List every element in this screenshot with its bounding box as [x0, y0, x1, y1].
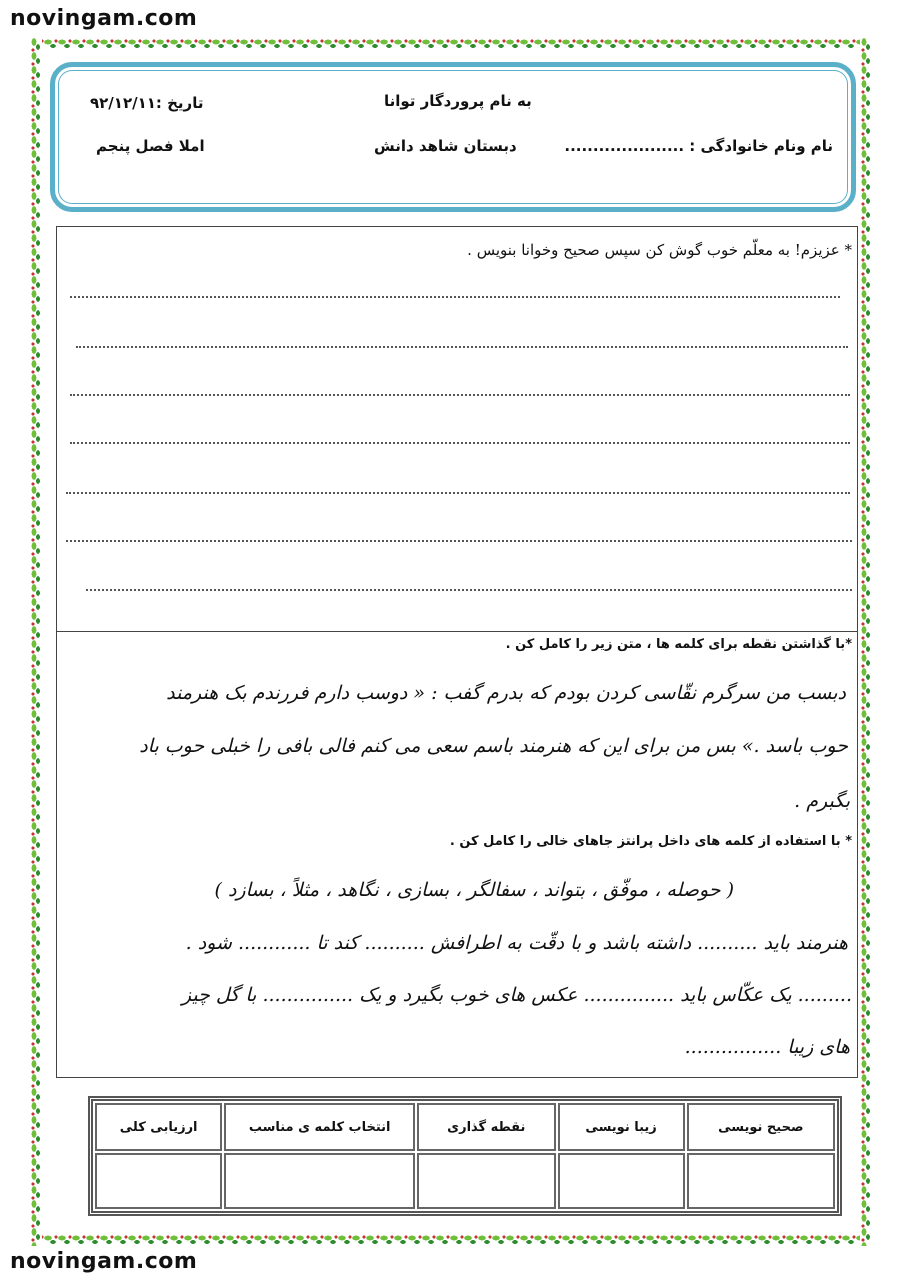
school-name: دبستان شاهد دانش [374, 137, 517, 155]
writing-line [66, 492, 850, 494]
dots-exercise-line: حوب باسد .» بس من برای این که هنرمند باسم سعی می کنم فالی بافی را خبلی حوب باد [139, 735, 848, 757]
dots-exercise-instruction: *با گذاشتن نقطه برای کلمه ها ، متن زیر را کامل کن . [505, 637, 852, 652]
decorative-vine-border-top [30, 38, 872, 50]
fill-blank-instruction: * با استفاده از کلمه های داخل پرانتز جاهای خالی را کامل کن . [449, 834, 852, 849]
writing-line [76, 346, 848, 348]
watermark-bottom: novingam.com [10, 1249, 198, 1274]
score-cell [224, 1153, 415, 1209]
score-table [88, 1096, 842, 1216]
subject-label: املا فصل پنجم [96, 137, 205, 155]
fill-blank-line: ......... یک عکّاس باید ............... عکس های خوب بگیرد و یک ............... با گل چیز [181, 984, 852, 1006]
score-header-dotting: نقطه گذاری [417, 1103, 556, 1151]
date-label: تاریخ :۹۲/۱۲/۱۱ [90, 94, 204, 112]
watermark-top: novingam.com [10, 6, 198, 31]
dots-exercise-line: دبسب من سرگرم نقّاسی کردن بودم که بدرم گفب : « دوسب دارم فررندم بک هنرمند [166, 682, 846, 704]
score-header-neat-writing: زیبا نویسی [558, 1103, 685, 1151]
decorative-vine-border-bottom [30, 1234, 872, 1246]
fill-blank-line: هنرمند باید .......... داشته باشد و با دقّت به اطرافش .......... کند تا ............ شود . [185, 932, 848, 954]
writing-line [86, 589, 852, 591]
dictation-instruction: * عزیزم! به معلّم خوب گوش کن سپس صحیح وخوانا بنویس . [467, 241, 852, 259]
score-cell [687, 1153, 835, 1209]
writing-line [70, 296, 840, 298]
score-header-correct-writing: صحیح نویسی [687, 1103, 835, 1151]
score-header-overall: ارزیابی کلی [95, 1103, 222, 1151]
score-header-word-choice: انتخاب کلمه ی مناسب [224, 1103, 415, 1151]
writing-line [66, 540, 852, 542]
score-cell [95, 1153, 222, 1209]
dots-exercise-line: بگبرم . [794, 790, 850, 812]
fill-blank-line: های زیبا ................ [684, 1036, 850, 1058]
score-cell [417, 1153, 556, 1209]
section-divider [56, 631, 858, 632]
score-cell [558, 1153, 685, 1209]
writing-line [70, 394, 850, 396]
writing-line [70, 442, 850, 444]
decorative-vine-border-right [860, 38, 872, 1246]
word-bank: ( حوصله ، موفّق ، بتواند ، سفالگر ، بسازی ، نگاهد ، مثلاً ، بسازد ) [214, 879, 734, 901]
decorative-vine-border-left [30, 38, 42, 1246]
page-title: به نام پروردگار توانا [384, 92, 532, 110]
student-name-field: نام ونام خانوادگی : ..................... [564, 137, 833, 155]
